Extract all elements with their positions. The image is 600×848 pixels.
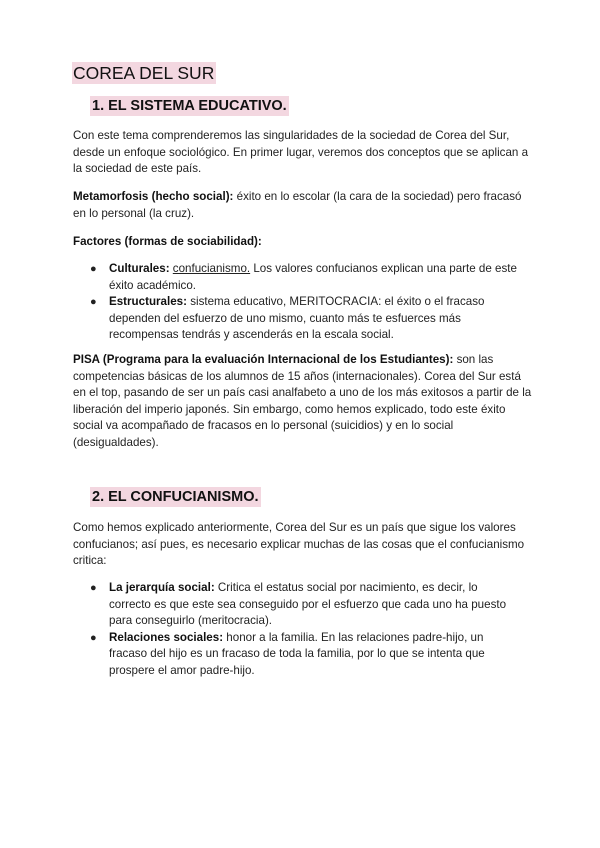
list-item: [90, 294, 520, 344]
bullet-text: Critica el estatus social por nacimiento, es decir, lo correcto es que este sea conseguido por el esfuerzo que cada uno ha puesto para conseguirlo (meritocracia).: [109, 581, 507, 628]
bullet-underlined: confucianismo.: [172, 262, 251, 275]
bullet-icon: ●: [90, 631, 97, 644]
metamorfosis-label: Metamorfosis (hecho social):: [73, 190, 234, 203]
bullet-label: Culturales:: [109, 262, 170, 275]
bullet-text: honor a la familia. En las relaciones padre-hijo, un fracaso del hijo es un fracaso de toda la familia, por lo que se intenta que prospere el amor padre-hijo.: [109, 630, 485, 677]
bullet-text: sistema educativo, MERITOCRACIA: el éxito o el fracaso dependen del esfuerzo de uno mismo, cuanto más te esfuerces más recompensas tendrás y ascenderás en la escala social.: [109, 295, 485, 342]
bullet-icon: ●: [90, 296, 97, 309]
bullet-label: La jerarquía social:: [109, 581, 215, 594]
factores-heading: [73, 234, 533, 251]
metamorfosis-paragraph: [73, 189, 533, 222]
bullet-icon: ●: [90, 263, 97, 275]
pisa-paragraph: [73, 352, 533, 452]
pisa-label: PISA (Programa para la evaluación Internacional de los Estudiantes):: [73, 353, 454, 366]
bullet-label: Estructurales:: [109, 295, 187, 309]
list-item: [90, 580, 520, 630]
section-1-intro: Con este tema comprenderemos las singularidades de la sociedad de Corea del Sur, desde un enfoque sociológico. En primer lugar, veremos dos conceptos que se aplican a la sociedad de este país.: [73, 129, 529, 176]
list-item: [90, 261, 520, 294]
bullet-label: Relaciones sociales:: [109, 630, 224, 644]
factores-list: [90, 261, 520, 344]
section-2-intro: Como hemos explicado anteriormente, Corea del Sur es un país que sigue los valores confucianos; así pues, es necesario explicar muchas de las cosas que el confucianismo critica:: [73, 521, 525, 568]
document-title: COREA DEL SUR: [73, 63, 215, 83]
metamorfosis-text: éxito en lo escolar (la cara de la sociedad) pero fracasó en lo personal (la cruz).: [73, 190, 522, 220]
list-item: [90, 630, 520, 680]
confucianismo-list: [90, 580, 520, 680]
section-2-heading: 2. EL CONFUCIANISMO.: [92, 489, 259, 505]
factores-label: Factores (formas de sociabilidad):: [73, 235, 262, 248]
bullet-icon: ●: [90, 582, 97, 594]
pisa-text: son las competencias básicas de los alumnos de 15 años (internacionales). Corea del Sur está en el top, pasando de ser un país casi analfabeto a uno de los más exitosos a partir de la liberación del imperio japonés. Sin embargo, como hemos explicado, todo este éxito social va acompañado de fracasos en lo personal (suicidios) y en lo social (desigualdades).: [73, 353, 532, 449]
bullet-text: Los valores confucianos explican una parte de este éxito académico.: [109, 262, 517, 292]
section-1-heading: 1. EL SISTEMA EDUCATIVO.: [92, 98, 287, 114]
